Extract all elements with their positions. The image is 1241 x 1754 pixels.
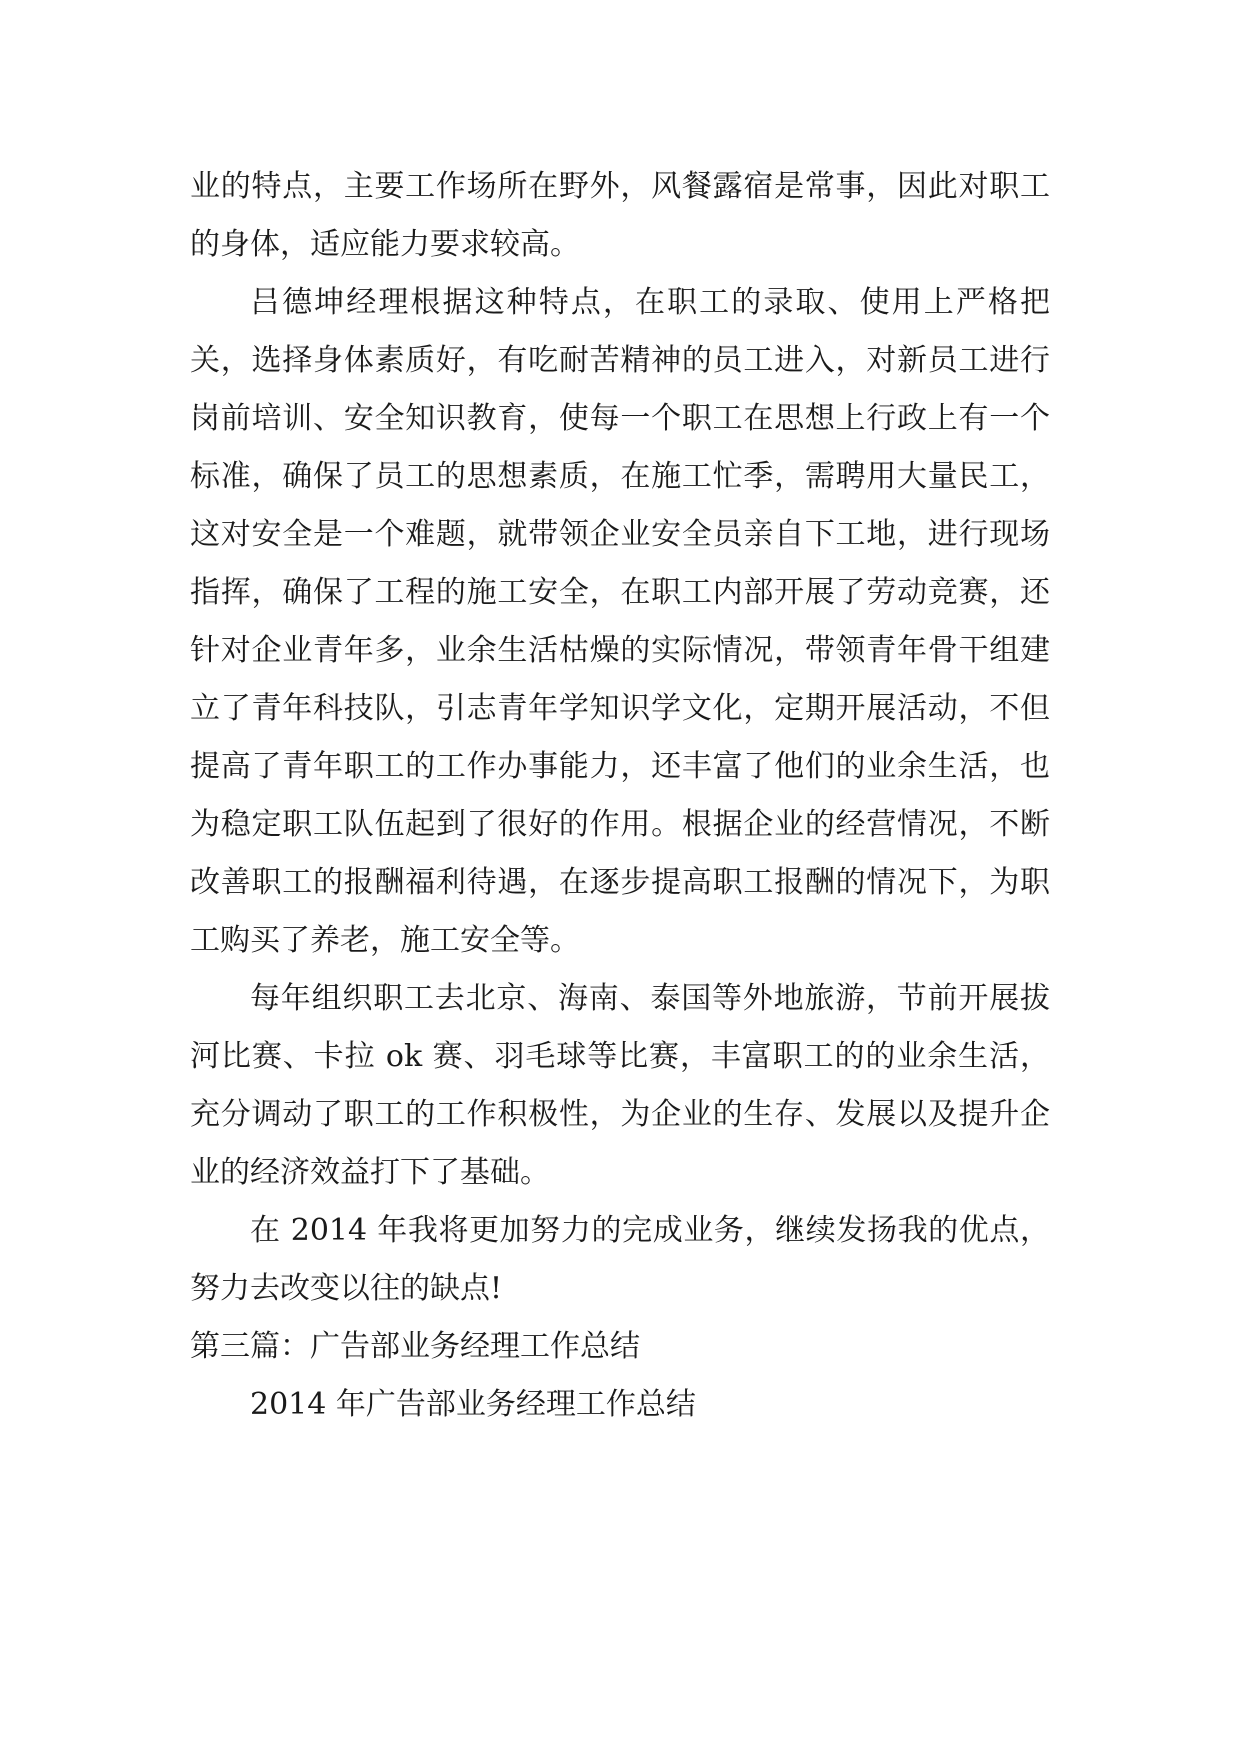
paragraph-activities: 每年组织职工去北京、海南、泰国等外地旅游，节前开展拔河比赛、卡拉 ok 赛、羽毛球等比赛，丰富职工的的业余生活，充分调动了职工的工作积极性，为企业的生存、发展以及提升企业的经济效益打下了基础。 bbox=[190, 981, 1050, 1190]
paragraph-continuation: 业的特点，主要工作场所在野外，风餐露宿是常事，因此对职工的身体，适应能力要求较高。 bbox=[190, 169, 1050, 262]
section-heading: 第三篇：广告部业务经理工作总结 bbox=[190, 1329, 640, 1364]
paragraph-management: 吕德坤经理根据这种特点，在职工的录取、使用上严格把关，选择身体素质好，有吃耐苦精神的员工进入，对新员工进行岗前培训、安全知识教育，使每一个职工在思想上行政上有一个标准，确保了员工的思想素质，在施工忙季，需聘用大量民工，这对安全是一个难题，就带领企业安全员亲自下工地，进行现场指挥，确保了工程的施工安全，在职工内部开展了劳动竞赛，还针对企业青年多，业余生活枯燥的实际情况，带领青年骨干组建立了青年科技队，引志青年学知识学文化，定期开展活动，不但提高了青年职工的工作办事能力，还丰富了他们的业余生活，也为稳定职工队伍起到了很好的作用。根据企业的经营情况，不断改善职工的报酬福利待遇，在逐步提高职工报酬的情况下，为职工购买了养老，施工安全等。 bbox=[190, 285, 1050, 958]
paragraph-outlook: 在 2014 年我将更加努力的完成业务，继续发扬我的优点，努力去改变以往的缺点! bbox=[190, 1213, 1050, 1306]
section-subtitle: 2014 年广告部业务经理工作总结 bbox=[250, 1387, 696, 1422]
document-body bbox=[190, 158, 1050, 1434]
